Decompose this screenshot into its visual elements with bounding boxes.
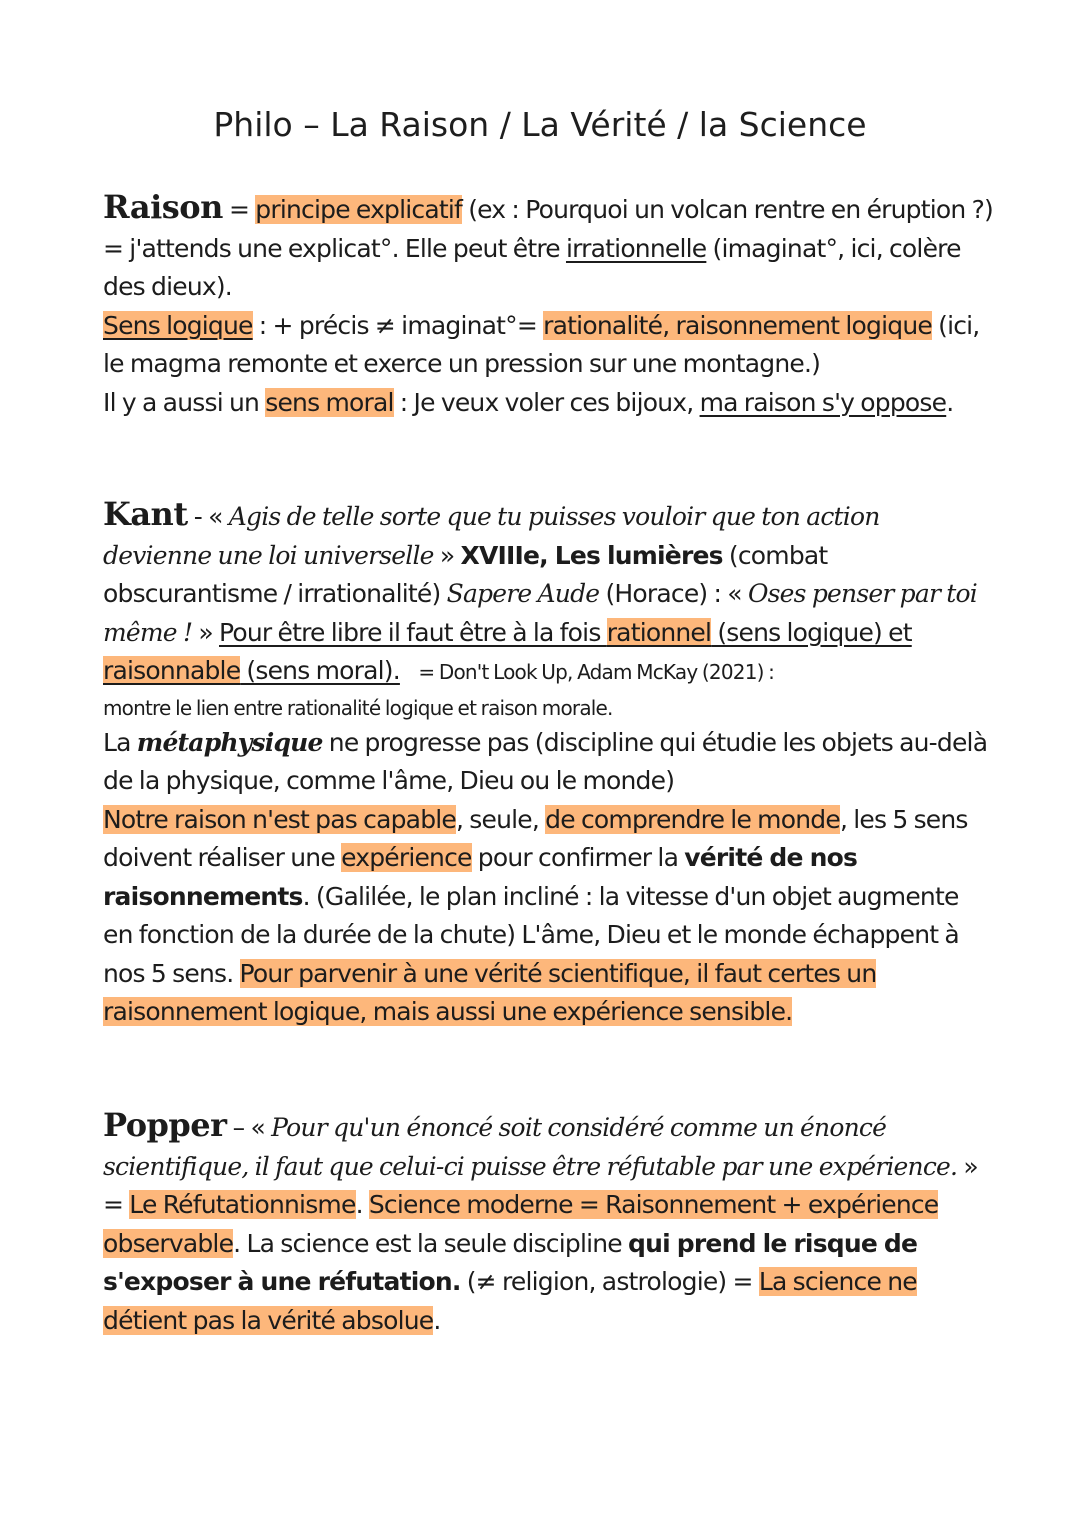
quote: Pour qu'un énoncé soit considéré comme un énoncé scientifique, il faut que celui-ci puisse être réfutable par une expérience. [103,1113,958,1181]
highlight: expérience [341,843,472,872]
highlight: sens moral [265,387,394,417]
section-raison [103,188,993,422]
highlight: Pour parvenir à une vérité scientifique, il faut certes un raisonnement logique, mais aussi une expérience sensible. [103,958,877,1026]
page-title: Philo – La Raison / La Vérité / la Science [213,105,867,144]
highlight: rationnel [606,617,712,647]
film-reference: = Don't Look Up, Adam McKay (2021) : [418,660,775,684]
highlight: Notre raison n'est pas capable [103,804,456,834]
popper-paragraph: Popper – « Pour qu'un énoncé soit considéré comme un énoncé scientifique, il faut que celui-ci puisse être réfutable par une expérience. » = Le Réfutationnisme. Science moderne = Raisonnement + expérience observable. La science est la seule discipline qui prend le risque de s'exposer à une réfutation. (≠ religion, astrologie) = La science ne détient pas la vérité absolue. [103,1106,978,1335]
section-kant [103,495,993,1032]
term-popper: Popper [103,1106,227,1144]
kant-paragraph-1: Kant - « Agis de telle sorte que tu puisses vouloir que ton action devienne une loi universelle » XVIIIe, Les lumières (combat obscurantisme / irrationalité) Sapere Aude (Horace) : « Oses penser par toi même ! » Pour être libre il faut être à la fois rationnel (sens logique) et raisonnable (sens moral). = Don't Look Up, Adam McKay (2021) : [103,495,977,685]
kant-note: montre le lien entre rationalité logique et raison morale. [103,695,613,720]
kant-paragraph-2: La métaphysique ne progresse pas (discipline qui étudie les objets au-delà de la physique, comme l'âme, Dieu ou le monde) Notre raison n'est pas capable, seule, de comprendre le monde, les 5 sens doivent réaliser une expérience pour confirmer la vérité de nos raisonnements. (Galilée, le plan incliné : la vitesse d'un objet augmente en fonction de la durée de la chute) L'âme, Dieu et le monde échappent à nos 5 sens. Pour parvenir à une vérité scientifique, il faut certes un raisonnement logique, mais aussi une expérience sensible. [103,727,988,1026]
term-raison: Raison [103,188,223,226]
highlight: Le Réfutationnisme [129,1190,356,1219]
section-popper [103,1106,993,1340]
highlight: raisonnable [103,656,241,685]
highlight: La science ne détient pas la vérité absolue [103,1267,917,1335]
term-kant: Kant [103,495,188,533]
highlight: de comprendre le monde [545,804,840,834]
quote: Agis de telle sorte que tu puisses vouloir que ton action devienne une loi universelle [103,502,880,570]
underlined-text: ma raison s'y oppose [699,387,947,417]
highlight: principe explicatif [255,195,463,224]
underlined-text: Pour être libre il faut être à la fois [219,617,607,647]
raison-paragraph: Raison = principe explicatif (ex : Pourquoi un volcan rentre en éruption ?) = j'attends une explicat°. Elle peut être irrationnelle (imaginat°, ici, colère des dieux). Sens logique : + précis ≠ imaginat°= rationalité, raisonnement logique (ici, le magma remonte et exerce un pression sur une montagne.) Il y a aussi un sens moral : Je veux voler ces bijoux, ma raison s'y oppose. [103,188,994,417]
underlined-text: irrationnelle [565,233,707,263]
term-metaphysique: métaphysique [136,727,323,757]
highlight: Science moderne = Raisonnement + expérience observable [103,1190,939,1258]
highlight: Sens logique [103,310,253,340]
highlight: rationalité, raisonnement logique [543,310,932,340]
